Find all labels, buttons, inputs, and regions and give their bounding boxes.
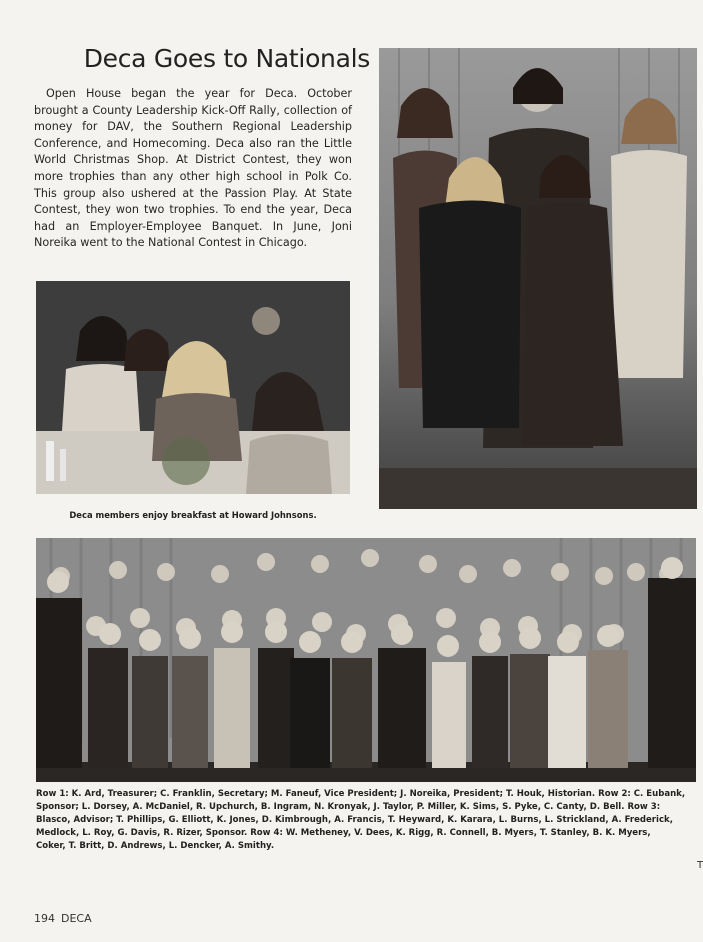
group-roster: [36, 788, 696, 853]
article-body: Open House began the year for Deca. October brought a County Leadership Kick-Off Rally, collection of money for DAV, the Southern Regional Leadership Conference, and Homecoming. Deca also ran the Little World Christmas Shop. At District Contest, they won more trophies than any other high school in Polk Co. This group also ushered at the Passion Play. At State Contest, they won two trophies. To end the year, Deca had an Employer-Employee Banquet. In June, Joni Noreika went to the National Contest in Chicago.: [34, 87, 352, 250]
roster-line: Sponsor; L. Dorsey, A. McDaniel, R. Upchurch, B. Ingram, N. Kronyak, J. Taylor, P. Miller, K. Sims, S. Pyke, C. Canty, D. Bell. Row 3:: [36, 802, 661, 813]
page-footer: [34, 912, 98, 925]
officers-photo: [379, 48, 697, 509]
edge-mark: T: [697, 860, 703, 871]
roster-line: Coker, T. Britt, D. Andrews, L. Dencker, A. Smithy.: [36, 841, 275, 852]
page-number: 194: [34, 912, 55, 925]
section-name: DECA: [61, 912, 92, 925]
breakfast-photo: [36, 281, 350, 494]
roster-line: Medlock, L. Roy, G. Davis, R. Rizer, Sponsor. Row 4: W. Metheney, V. Dees, K. Rigg, R. Connell, B. Myers, T. Stanley, B. K. Myers,: [36, 828, 651, 839]
roster-line: Blasco, Advisor; T. Phillips, G. Elliott, K. Jones, D. Kimbrough, A. Francis, T. Heyward, K. Karara, L. Burns, L. Strickland, A. Frederick,: [36, 815, 673, 826]
article-title: Deca Goes to Nationals: [83, 44, 370, 73]
roster-line: Row 1: K. Ard, Treasurer; C. Franklin, Secretary; M. Faneuf, Vice President; J. Noreika, President; T. Houk, Historian. Row 2: C. Eubank,: [36, 789, 686, 799]
breakfast-caption: Deca members enjoy breakfast at Howard Johnsons.: [69, 510, 317, 520]
group-photo: [36, 538, 696, 782]
